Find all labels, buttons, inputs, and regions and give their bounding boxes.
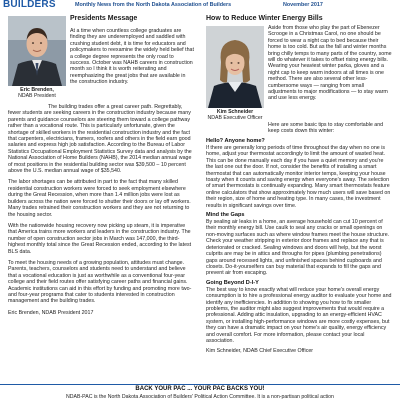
- masthead-logo: BUILDERS: [3, 0, 56, 10]
- left-article-para-1: The building trades offer a great career path. Regrettably, fewer students are seeking careers in the construction industry because many parents and guidance counselors are steering them toward a college pathway rather than a vocational route. This is particularly unfortunate, given the shortage of skilled workers in the residential construction industry and the fact that carpenters, electricians, framers, roofers and others in the field earn good salaries and express high job satisfaction. According to the Bureau of Labor Statistics Occupational Employment Statistics Survey data and analysis by the National Association of Home Builders (NAHB), the 2014 median annual wage of most positions in the residential building sector was $39,500 – 10 percent above the U.S. median annual wage of $35,540.: [8, 104, 192, 175]
- left-caption-role: NDAB President: [18, 93, 56, 100]
- pac-note: NDAB-PAC is the North Dakota Association of Builders' Political Action Committee. It is a non-partisan political action: [66, 394, 334, 400]
- section-text-hello: If there are generally long periods of time throughout the day when no one is home, adjust your thermostat accordingly to limit the amount of wasted heat. This can be done manually each day if you have a quiet memory and you're the last one out the door. If not, consider the benefits of installing a smart thermostat that can automatically monitor interior temps, keeping your house toasty when it counts and saving energy when everyone's away. The selection of smart thermostats is continually expanding. Many smart thermostats feature online calculators that show approximately how much users will save based on their region, size of home and heating type. In many cases, the investment results in significant savings over time.: [206, 145, 391, 209]
- left-article-body: [8, 104, 194, 316]
- portrait-kim-schneider: [206, 26, 264, 108]
- section-text-mind-the-gaps: By sealing air leaks in a home, an average household can cut 10 percent of their monthly energy bill. Use caulk to seal any cracks or small openings on non-moving surfaces such as where window frames meet the house structure. Check your weather stripping in exterior door frames and replace any that is deteriorated or cracked. Sealing windows and doors will help, but the worst culprits are may be in attics and throughs for pipes (plumbing penetrations) gaps around recessed lights, and unfinished spaces behind cupboards and closets. Do-it-yourselfers can buy material that expands to fill the gaps and prevent air from escaping.: [206, 219, 390, 277]
- right-article-body: [206, 138, 392, 355]
- left-article-signoff: Eric Brenden, NDAB President 2017: [8, 309, 94, 316]
- right-article-section: [206, 280, 392, 345]
- left-article-para-2: The labor shortages can be attributed in part to the fact that many skilled residential construction workers were forced to seek employment elsewhere during the Great Recession, when more than 1.4 million jobs were lost as builders across the nation were forced to shutter their doors or lay off workers. Many trades retrained their construction workers and they are not returning to the housing sector.: [8, 179, 191, 218]
- section-text-going-beyond: The best way to know exactly what will reduce your home's overall energy consumption is to hire a professional energy auditor to evaluate your home and identify any inefficiencies. In addition to showing you how to fix smaller problems, the auditor might also suggest improvements that would require a professional. Adding attic insulation, upgrading to an energy-efficient HVAC system, or installing high-performance windows are more costly expenses, but they can have a dramatic impact on your home's air quality, energy efficiency and overall comfort. For more information, please contact your local association.: [206, 286, 392, 344]
- portrait-eric-brenden: [8, 16, 66, 86]
- right-photo-caption: [206, 109, 264, 121]
- issue-date: November 2017: [283, 2, 323, 8]
- left-article-intro: At a time when countless college graduates are finding they are underemployed and saddled with crushing student debt, it is time for educators and policymakers to reexamine the widely held belief that a college degree represents the only road to success. October was NAHB careers in construction month so I think it is worth reiterating and reemphasizing the great jobs that are available in the construction industry.: [70, 28, 194, 86]
- left-article-para-4: To meet the housing needs of a growing population, attitudes must change. Parents, teachers, counselors and students need to understand and believe that a vocational education is just as worthwhile as a conventional four-year college and their field routes offer satisfying career paths and financial gains. Academic institutions can aid in this effort by funding and promoting more two- and four-year programs that cater to students interested in construction management and the building trades.: [8, 259, 192, 305]
- right-article-signoff: Kim Schneider, NDAB Chief Executive Officer: [206, 348, 314, 355]
- right-article-section: [206, 212, 392, 277]
- left-article-top: [70, 14, 194, 86]
- right-article-title: How to Reduce Winter Energy Bills: [206, 15, 323, 22]
- masthead: [0, 0, 400, 12]
- left-article-photo: [8, 16, 66, 86]
- right-article-intro-wrap: [268, 25, 392, 102]
- right-article-lead-in-wrap: [268, 122, 392, 135]
- right-article-section: [206, 138, 392, 209]
- left-article-title: Presidents Message: [70, 15, 138, 22]
- pac-title: BACK YOUR PAC ... YOUR PAC BACKS YOU!: [135, 386, 265, 392]
- right-article-top: [206, 14, 392, 23]
- right-article-lead-in: Here are some basic tips to stay comfortable and keep costs down this winter:: [268, 122, 384, 135]
- masthead-tagline: Monthly News from the North Dakota Association of Builders: [75, 2, 232, 8]
- right-caption-name: Kim Schneider: [216, 109, 254, 115]
- left-caption-name: Eric Brenden,: [20, 87, 54, 93]
- pac-footer: [0, 384, 400, 401]
- section-heading-mind-the-gaps: Mind the Gaps: [206, 212, 245, 219]
- right-article-intro: Aside from those who play the part of Ebenezer Scrooge in a Christmas Carol, no one should be forced to wear a night cap to bed because their home is too cold. But as the fall and winter months bring chilly temps to many parts of the country, some will do whatever it takes to offset rising energy bills. Wearing your heaviest winter parka, gloves and a night cap to keep warm indoors at all times is one method. There are also several other less-cumbersome ways — ranging from small adjustments to major modifications — to stay warm and use less energy.: [268, 25, 392, 102]
- left-photo-caption: [8, 87, 66, 99]
- right-caption-role: NDAB Executive Officer: [207, 115, 263, 122]
- left-article-para-3: With the nationwide housing recovery now picking up steam, it is imperative that America trains more workers and leaders in the construction industry. The number of open construction sector jobs in March was 147,000, the third-highest monthly total since the Great Recession ended, according to the latest BLS data.: [8, 222, 192, 255]
- right-article-photo: [206, 26, 264, 108]
- section-heading-going-beyond: Going Beyond D-I-Y: [206, 279, 259, 286]
- section-heading-hello: Hello? Anyone home?: [206, 138, 265, 144]
